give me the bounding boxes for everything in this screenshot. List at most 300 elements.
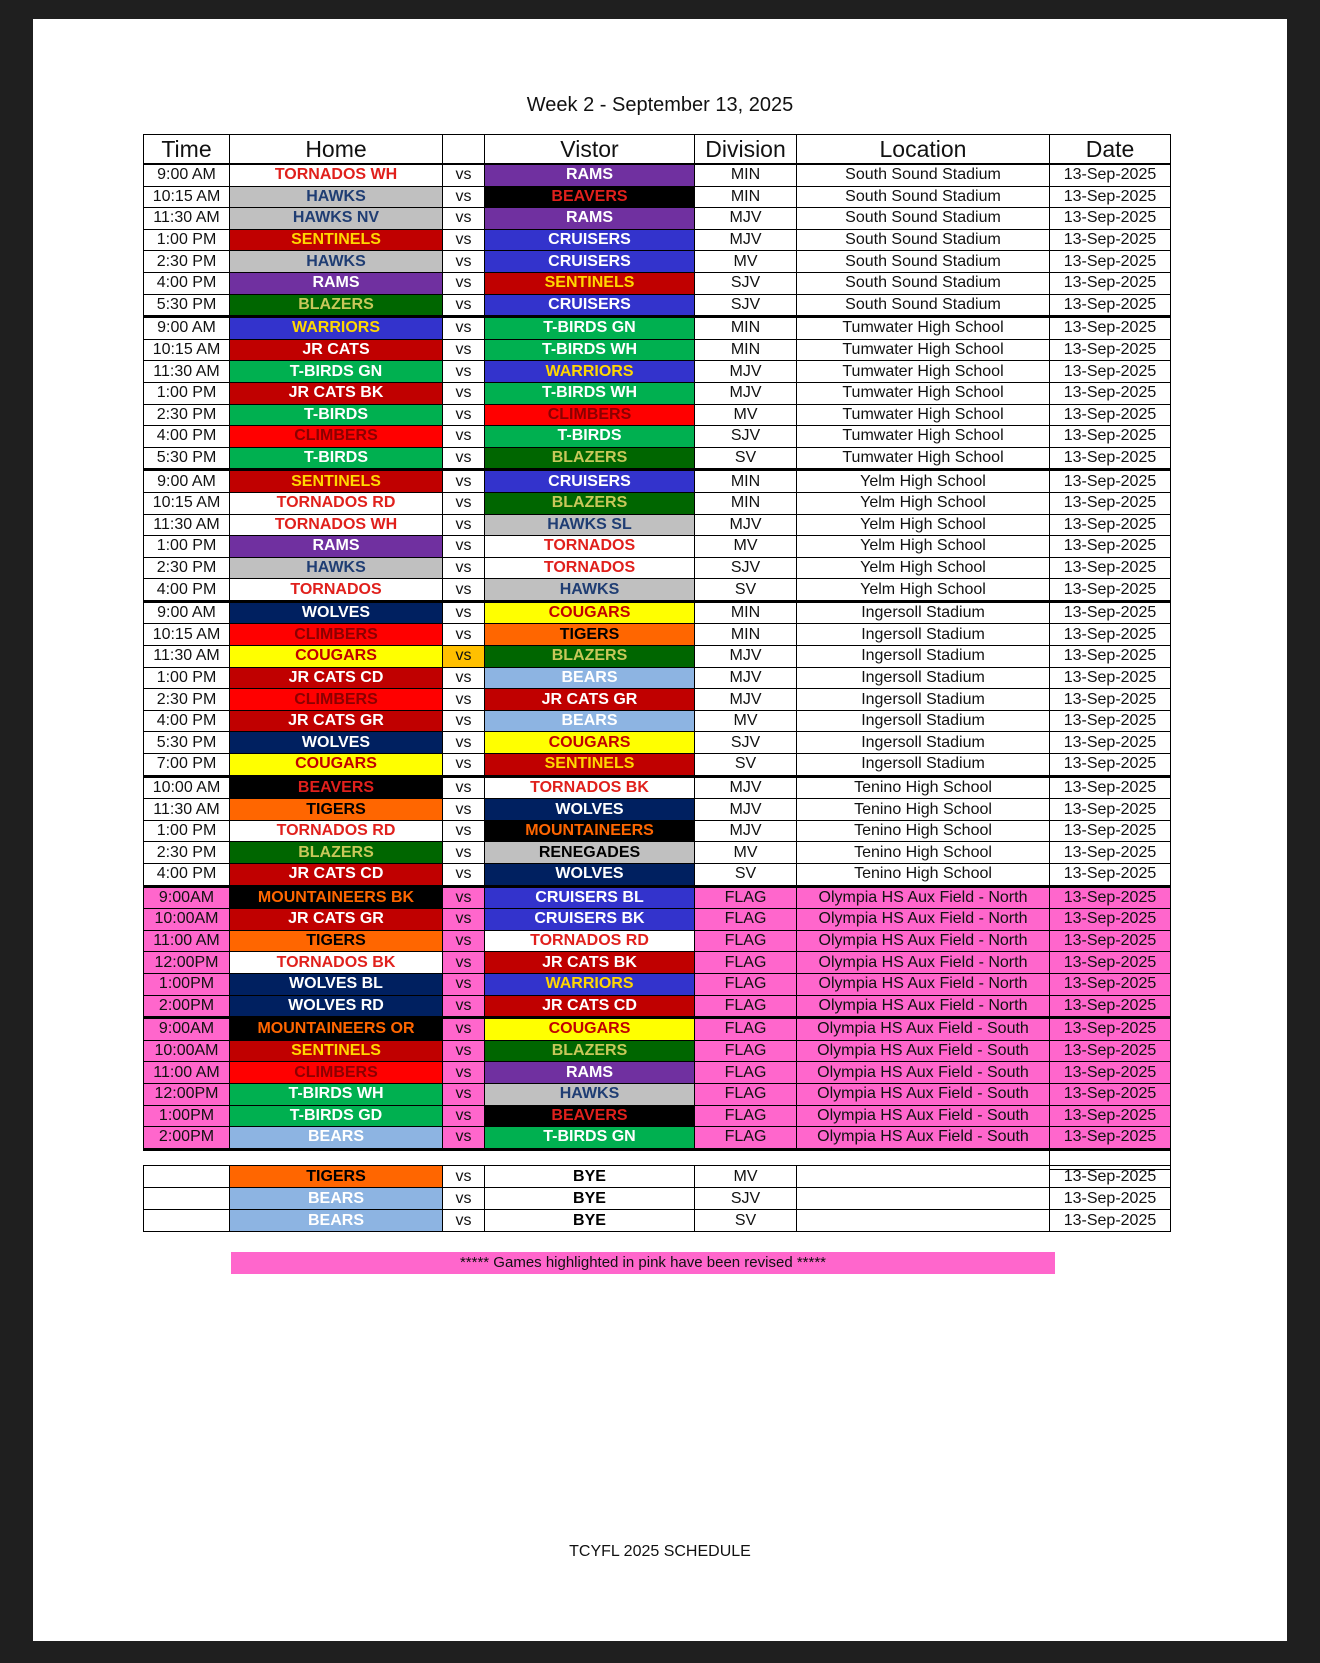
location: Ingersoll Stadium	[797, 732, 1050, 754]
col-header-location: Location	[797, 135, 1050, 165]
home-team: HAWKS	[230, 186, 443, 208]
home-team: JR CATS	[230, 339, 443, 361]
game-date: 13-Sep-2025	[1050, 689, 1171, 711]
visitor-team: WOLVES	[485, 799, 695, 821]
visitor-team: TORNADOS RD	[485, 930, 695, 952]
game-row	[144, 886, 1171, 909]
game-time: 11:30 AM	[144, 208, 230, 230]
page-title: Week 2 - September 13, 2025	[526, 94, 794, 116]
game-row	[144, 799, 1171, 821]
division: FLAG	[695, 930, 797, 952]
visitor-team: WOLVES	[485, 864, 695, 887]
game-row	[144, 842, 1171, 864]
home-team: BEARS	[230, 1210, 443, 1232]
home-team: TIGERS	[230, 930, 443, 952]
game-time: 10:15 AM	[144, 492, 230, 514]
home-team: TIGERS	[230, 1166, 443, 1188]
game-time	[144, 1210, 230, 1232]
vs-label: vs	[443, 382, 485, 404]
visitor-team: CRUISERS BL	[485, 886, 695, 909]
game-row	[144, 689, 1171, 711]
game-time: 11:30 AM	[144, 361, 230, 383]
vs-label: vs	[443, 624, 485, 646]
vs-label: vs	[443, 973, 485, 995]
game-date: 13-Sep-2025	[1050, 229, 1171, 251]
vs-label: vs	[443, 317, 485, 340]
bye-row	[144, 1166, 1171, 1188]
vs-label: vs	[443, 754, 485, 777]
game-time: 2:30 PM	[144, 557, 230, 579]
vs-label: vs	[443, 514, 485, 536]
game-date: 13-Sep-2025	[1050, 601, 1171, 624]
game-time: 1:00PM	[144, 1105, 230, 1127]
location: Tumwater High School	[797, 339, 1050, 361]
game-time: 9:00 AM	[144, 470, 230, 493]
game-row	[144, 536, 1171, 558]
division: FLAG	[695, 1040, 797, 1062]
game-row	[144, 1127, 1171, 1150]
visitor-team: RAMS	[485, 208, 695, 230]
home-team: SENTINELS	[230, 229, 443, 251]
visitor-team: COUGARS	[485, 601, 695, 624]
game-date: 13-Sep-2025	[1050, 864, 1171, 887]
location: Yelm High School	[797, 536, 1050, 558]
game-row	[144, 1105, 1171, 1127]
game-row	[144, 995, 1171, 1018]
division: SJV	[695, 294, 797, 317]
location: Olympia HS Aux Field - South	[797, 1127, 1050, 1150]
home-team: TORNADOS RD	[230, 820, 443, 842]
vs-label: vs	[443, 536, 485, 558]
division: MIN	[695, 470, 797, 493]
col-header-time: Time	[144, 135, 230, 165]
home-team: SENTINELS	[230, 470, 443, 493]
visitor-team: BEAVERS	[485, 186, 695, 208]
vs-label: vs	[443, 1083, 485, 1105]
revision-notice: ***** Games highlighted in pink have been revised *****	[231, 1252, 1055, 1274]
visitor-team: BLAZERS	[485, 492, 695, 514]
vs-label: vs	[443, 776, 485, 799]
game-date: 13-Sep-2025	[1050, 404, 1171, 426]
game-row	[144, 1083, 1171, 1105]
location: South Sound Stadium	[797, 229, 1050, 251]
vs-label: vs	[443, 186, 485, 208]
home-team: MOUNTAINEERS BK	[230, 886, 443, 909]
game-time: 10:00AM	[144, 1040, 230, 1062]
col-header-date: Date	[1050, 135, 1171, 165]
division: MV	[695, 710, 797, 732]
location: Olympia HS Aux Field - South	[797, 1105, 1050, 1127]
game-time: 12:00PM	[144, 952, 230, 974]
location: Yelm High School	[797, 492, 1050, 514]
game-row	[144, 624, 1171, 646]
vs-label: vs	[443, 361, 485, 383]
location: Olympia HS Aux Field - South	[797, 1062, 1050, 1084]
game-date: 13-Sep-2025	[1050, 382, 1171, 404]
game-date: 13-Sep-2025	[1050, 667, 1171, 689]
home-team: CLIMBERS	[230, 1062, 443, 1084]
location: Tumwater High School	[797, 317, 1050, 340]
game-row	[144, 557, 1171, 579]
game-time: 9:00 AM	[144, 317, 230, 340]
division: SJV	[695, 1188, 797, 1210]
game-row	[144, 601, 1171, 624]
division: MJV	[695, 229, 797, 251]
location: Tenino High School	[797, 842, 1050, 864]
visitor-team: HAWKS SL	[485, 514, 695, 536]
vs-label: vs	[443, 208, 485, 230]
game-row	[144, 930, 1171, 952]
home-team: MOUNTAINEERS OR	[230, 1018, 443, 1041]
game-row	[144, 864, 1171, 887]
visitor-team: CRUISERS BK	[485, 909, 695, 931]
game-time: 9:00AM	[144, 886, 230, 909]
game-date: 13-Sep-2025	[1050, 208, 1171, 230]
location: Yelm High School	[797, 470, 1050, 493]
game-time: 7:00 PM	[144, 754, 230, 777]
location: Yelm High School	[797, 579, 1050, 602]
vs-label: vs	[443, 294, 485, 317]
game-row	[144, 754, 1171, 777]
home-team: JR CATS GR	[230, 710, 443, 732]
game-date: 13-Sep-2025	[1050, 710, 1171, 732]
location: Ingersoll Stadium	[797, 689, 1050, 711]
visitor-team: JR CATS CD	[485, 995, 695, 1018]
division: FLAG	[695, 973, 797, 995]
game-row	[144, 776, 1171, 799]
game-time: 5:30 PM	[144, 732, 230, 754]
game-time: 10:00 AM	[144, 776, 230, 799]
division: MIN	[695, 492, 797, 514]
location: Olympia HS Aux Field - North	[797, 973, 1050, 995]
location: Ingersoll Stadium	[797, 754, 1050, 777]
visitor-team: T-BIRDS WH	[485, 339, 695, 361]
game-date: 13-Sep-2025	[1050, 339, 1171, 361]
game-date: 13-Sep-2025	[1050, 492, 1171, 514]
vs-label: vs	[443, 601, 485, 624]
vs-label: vs	[443, 229, 485, 251]
home-team: JR CATS CD	[230, 667, 443, 689]
game-date: 13-Sep-2025	[1050, 1040, 1171, 1062]
division: FLAG	[695, 1105, 797, 1127]
home-team: BLAZERS	[230, 294, 443, 317]
visitor-team: CRUISERS	[485, 470, 695, 493]
game-row	[144, 339, 1171, 361]
col-header-home: Home	[230, 135, 443, 165]
division: FLAG	[695, 886, 797, 909]
game-time: 9:00 AM	[144, 164, 230, 186]
visitor-team: BYE	[485, 1188, 695, 1210]
home-team: COUGARS	[230, 754, 443, 777]
game-date: 13-Sep-2025	[1050, 272, 1171, 294]
home-team: TORNADOS	[230, 579, 443, 602]
game-date: 13-Sep-2025	[1050, 776, 1171, 799]
division: MIN	[695, 339, 797, 361]
game-time: 11:00 AM	[144, 1062, 230, 1084]
vs-label: vs	[443, 251, 485, 273]
vs-label: vs	[443, 799, 485, 821]
game-time: 2:30 PM	[144, 251, 230, 273]
bye-row	[144, 1188, 1171, 1210]
vs-label: vs	[443, 492, 485, 514]
game-time: 2:00PM	[144, 1127, 230, 1150]
home-team: JR CATS BK	[230, 382, 443, 404]
vs-label: vs	[443, 689, 485, 711]
location: Tumwater High School	[797, 404, 1050, 426]
game-row	[144, 208, 1171, 230]
division: SV	[695, 579, 797, 602]
game-row	[144, 820, 1171, 842]
location: Olympia HS Aux Field - South	[797, 1040, 1050, 1062]
home-team: CLIMBERS	[230, 426, 443, 448]
game-time: 11:30 AM	[144, 646, 230, 668]
game-date: 13-Sep-2025	[1050, 164, 1171, 186]
visitor-team: BLAZERS	[485, 447, 695, 470]
game-row	[144, 186, 1171, 208]
home-team: JR CATS GR	[230, 909, 443, 931]
location: Tumwater High School	[797, 426, 1050, 448]
game-row	[144, 447, 1171, 470]
game-time: 10:15 AM	[144, 186, 230, 208]
game-row	[144, 579, 1171, 602]
division: SV	[695, 447, 797, 470]
location: Tenino High School	[797, 776, 1050, 799]
vs-label: vs	[443, 909, 485, 931]
home-team: JR CATS CD	[230, 864, 443, 887]
game-date: 13-Sep-2025	[1050, 536, 1171, 558]
visitor-team: RENEGADES	[485, 842, 695, 864]
home-team: RAMS	[230, 536, 443, 558]
game-time: 1:00 PM	[144, 382, 230, 404]
location: Yelm High School	[797, 557, 1050, 579]
visitor-team: SENTINELS	[485, 272, 695, 294]
division: MV	[695, 404, 797, 426]
location: Olympia HS Aux Field - North	[797, 930, 1050, 952]
game-row	[144, 317, 1171, 340]
division: SJV	[695, 272, 797, 294]
vs-label: vs	[443, 952, 485, 974]
home-team: CLIMBERS	[230, 689, 443, 711]
game-row	[144, 164, 1171, 186]
division: MJV	[695, 689, 797, 711]
col-header-vs	[443, 135, 485, 165]
location	[797, 1210, 1050, 1232]
division: MV	[695, 1166, 797, 1188]
game-time: 9:00 AM	[144, 601, 230, 624]
game-date: 13-Sep-2025	[1050, 1210, 1171, 1232]
location: Olympia HS Aux Field - North	[797, 909, 1050, 931]
location: Tenino High School	[797, 799, 1050, 821]
game-date: 13-Sep-2025	[1050, 294, 1171, 317]
game-date: 13-Sep-2025	[1050, 973, 1171, 995]
game-row	[144, 229, 1171, 251]
game-time	[144, 1188, 230, 1210]
game-date: 13-Sep-2025	[1050, 1062, 1171, 1084]
visitor-team: T-BIRDS	[485, 426, 695, 448]
game-row	[144, 710, 1171, 732]
home-team: TORNADOS WH	[230, 514, 443, 536]
game-time: 4:00 PM	[144, 272, 230, 294]
vs-label: vs	[443, 930, 485, 952]
col-header-division: Division	[695, 135, 797, 165]
division: MV	[695, 536, 797, 558]
game-row	[144, 646, 1171, 668]
visitor-team: COUGARS	[485, 732, 695, 754]
division: MIN	[695, 624, 797, 646]
game-row	[144, 952, 1171, 974]
location: South Sound Stadium	[797, 294, 1050, 317]
vs-label: vs	[443, 1105, 485, 1127]
visitor-team: WARRIORS	[485, 361, 695, 383]
vs-label: vs	[443, 710, 485, 732]
visitor-team: BYE	[485, 1166, 695, 1188]
game-row	[144, 251, 1171, 273]
game-time: 2:30 PM	[144, 404, 230, 426]
division: MJV	[695, 382, 797, 404]
vs-label: vs	[443, 447, 485, 470]
division: MJV	[695, 361, 797, 383]
game-date: 13-Sep-2025	[1050, 646, 1171, 668]
game-date: 13-Sep-2025	[1050, 1018, 1171, 1041]
home-team: T-BIRDS GN	[230, 361, 443, 383]
location: Tenino High School	[797, 820, 1050, 842]
division: MIN	[695, 601, 797, 624]
game-date: 13-Sep-2025	[1050, 1166, 1171, 1188]
division: MJV	[695, 514, 797, 536]
division: SV	[695, 754, 797, 777]
home-team: T-BIRDS	[230, 404, 443, 426]
game-time: 2:30 PM	[144, 689, 230, 711]
vs-label: vs	[443, 732, 485, 754]
location: Olympia HS Aux Field - North	[797, 886, 1050, 909]
game-date: 13-Sep-2025	[1050, 579, 1171, 602]
game-date: 13-Sep-2025	[1050, 732, 1171, 754]
home-team: T-BIRDS	[230, 447, 443, 470]
division: MIN	[695, 186, 797, 208]
division: MV	[695, 251, 797, 273]
game-time: 11:30 AM	[144, 799, 230, 821]
visitor-team: BYE	[485, 1210, 695, 1232]
game-date: 13-Sep-2025	[1050, 317, 1171, 340]
game-time: 1:00 PM	[144, 229, 230, 251]
game-date: 13-Sep-2025	[1050, 842, 1171, 864]
location: South Sound Stadium	[797, 272, 1050, 294]
division: MJV	[695, 646, 797, 668]
bye-table	[143, 1165, 1171, 1232]
vs-label: vs	[443, 842, 485, 864]
home-team: WARRIORS	[230, 317, 443, 340]
visitor-team: HAWKS	[485, 1083, 695, 1105]
game-date: 13-Sep-2025	[1050, 1188, 1171, 1210]
visitor-team: CRUISERS	[485, 229, 695, 251]
vs-label: vs	[443, 1188, 485, 1210]
location: Tumwater High School	[797, 382, 1050, 404]
division: FLAG	[695, 995, 797, 1018]
game-date: 13-Sep-2025	[1050, 447, 1171, 470]
division: SV	[695, 864, 797, 887]
vs-label: vs	[443, 404, 485, 426]
game-date: 13-Sep-2025	[1050, 930, 1171, 952]
vs-label: vs	[443, 646, 485, 668]
vs-label: vs	[443, 339, 485, 361]
game-time: 4:00 PM	[144, 864, 230, 887]
location: Olympia HS Aux Field - North	[797, 952, 1050, 974]
game-row	[144, 909, 1171, 931]
game-time: 1:00 PM	[144, 820, 230, 842]
division: SV	[695, 1210, 797, 1232]
vs-label: vs	[443, 886, 485, 909]
vs-label: vs	[443, 164, 485, 186]
division: MJV	[695, 667, 797, 689]
location: Tenino High School	[797, 864, 1050, 887]
game-time: 2:00PM	[144, 995, 230, 1018]
game-time: 1:00PM	[144, 973, 230, 995]
location: Ingersoll Stadium	[797, 646, 1050, 668]
division: MJV	[695, 208, 797, 230]
game-date: 13-Sep-2025	[1050, 754, 1171, 777]
schedule-table	[143, 134, 1171, 1170]
location	[797, 1188, 1050, 1210]
home-team: TIGERS	[230, 799, 443, 821]
division: FLAG	[695, 1062, 797, 1084]
visitor-team: BEARS	[485, 710, 695, 732]
home-team: RAMS	[230, 272, 443, 294]
division: MJV	[695, 776, 797, 799]
visitor-team: RAMS	[485, 164, 695, 186]
visitor-team: JR CATS BK	[485, 952, 695, 974]
location: South Sound Stadium	[797, 251, 1050, 273]
game-row	[144, 294, 1171, 317]
game-time: 4:00 PM	[144, 579, 230, 602]
game-time: 5:30 PM	[144, 294, 230, 317]
game-time	[144, 1166, 230, 1188]
game-time: 10:15 AM	[144, 339, 230, 361]
home-team: WOLVES	[230, 601, 443, 624]
game-row	[144, 514, 1171, 536]
home-team: HAWKS	[230, 557, 443, 579]
game-time: 1:00 PM	[144, 536, 230, 558]
game-date: 13-Sep-2025	[1050, 952, 1171, 974]
col-header-visitor: Vistor	[485, 135, 695, 165]
home-team: TORNADOS RD	[230, 492, 443, 514]
location: Ingersoll Stadium	[797, 710, 1050, 732]
vs-label: vs	[443, 1062, 485, 1084]
game-time: 4:00 PM	[144, 710, 230, 732]
game-time: 11:30 AM	[144, 514, 230, 536]
visitor-team: BLAZERS	[485, 1040, 695, 1062]
game-date: 13-Sep-2025	[1050, 557, 1171, 579]
division: MJV	[695, 799, 797, 821]
game-date: 13-Sep-2025	[1050, 799, 1171, 821]
game-row	[144, 272, 1171, 294]
home-team: CLIMBERS	[230, 624, 443, 646]
vs-label: vs	[443, 995, 485, 1018]
game-time: 10:15 AM	[144, 624, 230, 646]
home-team: T-BIRDS GD	[230, 1105, 443, 1127]
game-time: 5:30 PM	[144, 447, 230, 470]
visitor-team: WARRIORS	[485, 973, 695, 995]
division: FLAG	[695, 1127, 797, 1150]
game-date: 13-Sep-2025	[1050, 886, 1171, 909]
visitor-team: T-BIRDS GN	[485, 317, 695, 340]
home-team: HAWKS	[230, 251, 443, 273]
vs-label: vs	[443, 557, 485, 579]
game-date: 13-Sep-2025	[1050, 251, 1171, 273]
vs-label: vs	[443, 470, 485, 493]
game-row	[144, 732, 1171, 754]
game-time: 4:00 PM	[144, 426, 230, 448]
game-row	[144, 404, 1171, 426]
